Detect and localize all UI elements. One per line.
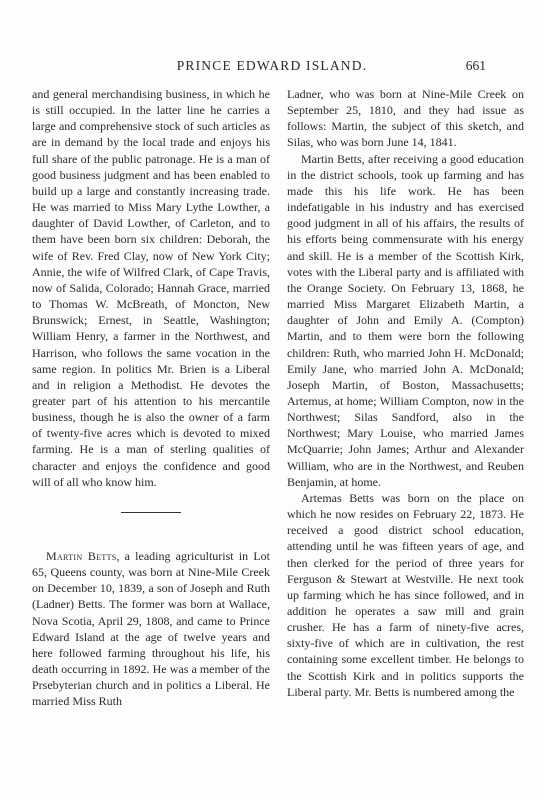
page-number: 661 [465,58,486,73]
biography-subject-name: Martin Betts [46,548,117,563]
right-column [287,86,524,700]
paragraph-martin-betts-family: Martin Betts, after receiving a good education in the district schools, took up farming and has made this his life work. He has been indefatigable in his industry and has exercised good judgment in all of his affairs, the results of his efforts being commensurate with his energy and skill. He is a member of the Scottish Kirk, votes with the Liberal party and is affiliated with the Orange Society. On February 13, 1868, he married Miss Margaret Elizabeth Martin, a daughter of John and Emily A. (Compton) Martin, and to them were born the following children: Ruth, who married John H. McDonald; Emily Jane, who married John A. McDonald; Joseph Martin, of Boston, Massachusetts; Artemus, at home; William Compton, now in the Northwest; Silas Sandford, also in the Northwest; Mary Louise, who married James McQuarrie; John James; Arthur and Alexander William, who are in the Northwest, and Reuben Benjamin, at home. [287,151,524,489]
biography-paragraph-martin-betts [32,548,270,710]
running-header [0,58,544,78]
paragraph-artemas-betts: Artemas Betts was born on the place on which he now resides on February 22, 1873. He received a good district school education, attending until he was fifteen years of age, and then clerked for the period of three years for Ferguson & Stewart at Westville. He next took up farming which he has since followed, and in addition he operates a saw mill and grain crusher. He has a farm of ninety-five acres, sixty-five of which are in cultivation, the rest containing some excellent timber. He belongs to the Scottish Kirk and in politics supports the Liberal party. Mr. Betts is numbered among the [287,490,524,699]
running-title: PRINCE EDWARD ISLAND. [176,58,368,73]
paragraph-ladner-issue: Ladner, who was born at Nine-Mile Creek on September 25, 1810, and they had issue as follows: Martin, the subject of this sketch, and Silas, who was born June 14, 1841. [287,87,524,150]
left-column [32,86,270,709]
continued-paragraph-brien: and general merchandising business, in which he is still occupied. In the latter line he carries a large and comprehensive stock of such articles as are in demand by the local trade and enjoys his full share of the public patronage. He is a man of good business judgment and has been enabled to build up a large and constantly increasing trade. He was married to Miss Mary Lythe Lowther, a daughter of David Lowther, of Carleton, and to them have been born six children: Deborah, the wife of Rev. Fred Clay, now of New York City; Annie, the wife of Wilfred Clark, of Cape Travis, now of Salida, Colorado; Hannah Grace, married to Thomas W. McBreath, of Moncton, New Brunswick; Ernest, in Seattle, Washington; William Henry, a farmer in the Northwest, and Harrison, who follows the same vocation in the same region. In politics Mr. Brien is a Liberal and in religion a Methodist. He devotes the greater part of his attention to his mercantile business, though he is also the owner of a farm of twenty-five acres which is devoted to mixed farming. He is a man of sterling qualities of character and enjoys the confidence and good will of all who know him. [32,87,270,489]
biography-text: , a leading agriculturist in Lot 65, Queens county, was born at Nine-Mile Creek on December 10, 1839, a son of Joseph and Ruth (Ladner) Betts. The former was born at Wallace, Nova Scotia, April 29, 1808, and came to Prince Edward Island at the age of twelve years and here followed farming throughout his life, his death occurring in 1892. He was a member of the Prsebyterian church and in politics a Liberal. He married Miss Ruth [32,548,270,709]
